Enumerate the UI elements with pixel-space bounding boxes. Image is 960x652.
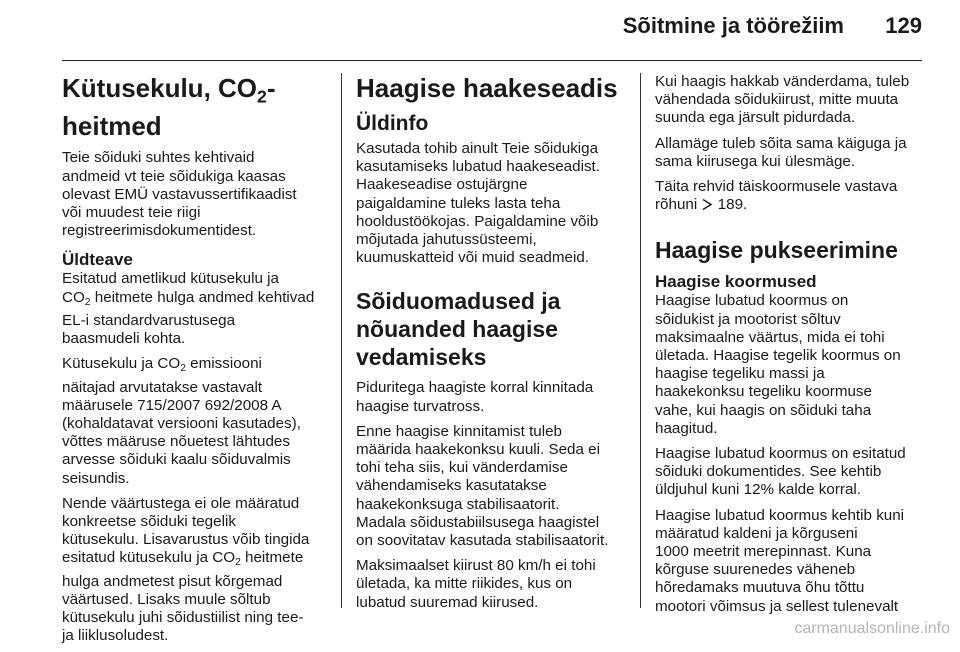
- paragraph: Haagise lubatud koormus on sõidukist ja mootorist sõltuv maksimaalne väärtus, mida ei tohi ületada. Haagise tegelik koormus on haagise tegeliku massi ja haakekonksu tegeliku koormuse vahe, kui haagis on sõiduki taha haagitud.: [655, 292, 901, 437]
- paragraph: Nende väärtustega ei ole määratud konkreetse sõiduki tegelik kütusekulu. Lisavarustus võib tingida esitatud kütusekulu ja $CO_2$ heitmete hulga andmetest pisut kõrgemad väärtused. Lisaks muule sõltub kütusekulu juhi sõidustiilist ning tee- ja liiklusoludest.: [62, 494, 310, 645]
- trailer-towing-heading: Haagise pukseerimine: [655, 237, 898, 264]
- driving-characteristics-heading: Sõiduomadused ja nõuanded haagise vedamiseks: [356, 288, 561, 371]
- paragraph: Esitatud ametlikud kütusekulu ja $CO_2$ heitmete hulga andmed kehtivad EL-i standardvarustusega baasmudeli kohta.: [62, 270, 315, 348]
- column-3: [655, 73, 927, 623]
- paragraph: Kasutada tohib ainult Teie sõidukiga kasutamiseks lubatud haakeseadist. Haakeseadise ostujärgne paigaldamine tuleks lasta teha hooldustöökojas. Paigaldamine võib mõjutada jahutussüsteemi, kuumuskatteid või muid seadmeid.: [356, 140, 600, 267]
- paragraph: Allamäge tuleb sõita sama käiguga ja sama kiirusega kui ülesmäge.: [655, 134, 907, 170]
- page-reference-arrow-icon[interactable]: [701, 198, 713, 216]
- general-info-subheading: Üldteave: [62, 250, 133, 270]
- paragraph: Kütusekulu ja $CO_2$ emissiooni näitajad arvutatakse vastavalt määrusele 715/2007 692/2008 A (kohaldatavat versiooni kasutades), võttes määruse nõuetest lähtudes arvesse sõiduki kaalu sõiduvalmis seisundis.: [62, 355, 301, 487]
- column-divider: [640, 73, 641, 608]
- paragraph: Piduritega haagiste korral kinnitada haagise turvatross.: [356, 379, 594, 415]
- paragraph: Kui haagis hakkab vänderdama, tuleb vähendada sõidukiirust, mitte muuta suunda ega järsult pidurdada.: [655, 73, 910, 127]
- section-title: Sõitmine ja töörežiim: [622, 13, 844, 38]
- intro-paragraph: Teie sõiduki suhtes kehtivaid andmeid vt teie sõidukiga kaasas olevast EMÜ vastavussertifikaadist või muudest teie riigi registreerimisdokumentidest.: [62, 149, 297, 240]
- paragraph: Maksimaalset kiirust 80 km/h ei tohi ületada, ka mitte riikides, kus on lubatud suuremad kiirused.: [356, 557, 596, 611]
- column-divider: [341, 73, 342, 608]
- trailer-hitch-heading: Haagise haakeseadis: [356, 73, 618, 103]
- fuel-consumption-heading: Kütusekulu, $CO_2$-heitmed: [62, 73, 276, 142]
- trailer-loads-subheading: Haagise koormused: [655, 272, 817, 292]
- column-2: [356, 73, 624, 619]
- column-1: [62, 73, 330, 652]
- paragraph: Enne haagise kinnitamist tuleb määrida haakekonksu kuuli. Seda ei tohi teha siis, kui vänderdamise vähendamiseks kasutatakse haakekonksuga stabilisaatorit. Madala sõidustabiilsusega haagistel on soovitatav kasutada stabilisaatorit.: [356, 422, 609, 550]
- page-header: [62, 0, 922, 61]
- page-number: 129: [885, 13, 922, 38]
- paragraph: Haagise lubatud koormus kehtib kuni määratud kaldeni ja kõrguseni 1000 meetrit merepinnast. Kuna kõrguse suurenedes väheneb hõredamaks muutuva õhu tõttu mootori võimsus ja sellest tulenevalt: [655, 506, 905, 615]
- general-info-heading: Üldinfo: [356, 112, 429, 135]
- watermark: carmanualsonline.info: [794, 620, 950, 637]
- paragraph: Haagise lubatud koormus on esitatud sõiduki dokumentides. See kehtib üldjuhul kuni 12% kalde korral.: [655, 445, 906, 499]
- paragraph: Täita rehvid täiskoormusele vastava rõhuni 189.: [655, 178, 927, 216]
